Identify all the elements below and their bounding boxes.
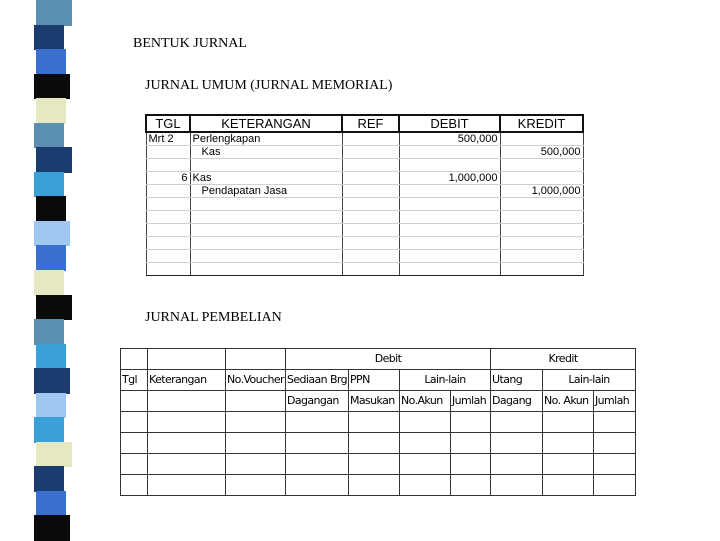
empty-cell <box>491 412 543 433</box>
blank-cell <box>226 391 286 412</box>
cell-tgl <box>146 185 190 198</box>
table-row <box>146 146 583 159</box>
table-row <box>146 237 583 250</box>
header-lain-lain-kredit: Lain-lain <box>543 370 636 391</box>
header-ref: REF <box>342 115 399 132</box>
cell-debit <box>399 159 500 172</box>
empty-cell <box>399 224 500 237</box>
header-debit: DEBIT <box>399 115 500 132</box>
stripe-segment <box>36 442 72 468</box>
empty-cell <box>399 211 500 224</box>
stripe-segment <box>34 466 64 492</box>
blank-cell <box>148 349 226 370</box>
header-row-1 <box>121 349 636 370</box>
empty-cell <box>146 211 190 224</box>
empty-cell <box>400 433 451 454</box>
table-row <box>146 198 583 211</box>
empty-cell <box>342 263 399 276</box>
stripe-segment <box>36 245 66 271</box>
empty-cell <box>146 224 190 237</box>
empty-cell <box>500 237 583 250</box>
table-row <box>146 224 583 237</box>
empty-cell <box>286 475 349 496</box>
table-row <box>146 185 583 198</box>
cell-debit <box>399 185 500 198</box>
stripe-segment <box>36 295 72 321</box>
cell-ref <box>342 159 399 172</box>
empty-cell <box>226 454 286 475</box>
stripe-segment <box>36 393 66 419</box>
stripe-segment <box>36 147 72 173</box>
empty-cell <box>594 475 636 496</box>
cell-debit: 500,000 <box>399 132 500 146</box>
header-kredit: KREDIT <box>500 115 583 132</box>
cell-keterangan: Perlengkapan <box>190 132 342 146</box>
cell-debit: 1,000,000 <box>399 172 500 185</box>
header-row-2 <box>121 370 636 391</box>
empty-cell <box>148 454 226 475</box>
empty-cell <box>190 224 342 237</box>
empty-cell <box>190 237 342 250</box>
empty-cell <box>146 237 190 250</box>
empty-cell <box>399 250 500 263</box>
empty-cell <box>342 237 399 250</box>
table-row <box>121 412 636 433</box>
stripe-segment <box>36 196 66 222</box>
empty-cell <box>148 433 226 454</box>
cell-tgl: 6 <box>146 172 190 185</box>
empty-cell <box>594 412 636 433</box>
stripe-segment <box>34 417 64 443</box>
header-jumlah-kredit: Jumlah <box>594 391 636 412</box>
table-row <box>146 159 583 172</box>
table-row <box>146 211 583 224</box>
cell-tgl <box>146 159 190 172</box>
header-sediaan-brg: Sediaan Brg <box>286 370 349 391</box>
empty-cell <box>451 433 491 454</box>
empty-cell <box>121 412 148 433</box>
stripe-segment <box>36 0 72 26</box>
empty-cell <box>286 412 349 433</box>
empty-cell <box>399 237 500 250</box>
stripe-segment <box>36 98 66 124</box>
empty-cell <box>491 454 543 475</box>
cell-kredit: 500,000 <box>500 146 583 159</box>
empty-cell <box>500 198 583 211</box>
empty-cell <box>286 433 349 454</box>
empty-cell <box>226 412 286 433</box>
header-masukan: Masukan <box>349 391 400 412</box>
empty-cell <box>500 211 583 224</box>
header-tgl: Tgl <box>121 370 148 391</box>
stripe-segment <box>34 368 70 394</box>
empty-cell <box>491 433 543 454</box>
blank-cell <box>148 391 226 412</box>
table-row <box>121 433 636 454</box>
empty-cell <box>399 263 500 276</box>
table-row <box>146 263 583 276</box>
empty-cell <box>146 250 190 263</box>
header-lain-lain-debit: Lain-lain <box>400 370 491 391</box>
empty-cell <box>190 211 342 224</box>
cell-keterangan <box>190 159 342 172</box>
blank-cell <box>226 349 286 370</box>
stripe-segment <box>34 123 64 149</box>
stripe-segment <box>34 319 64 345</box>
header-dagang: Dagang <box>491 391 543 412</box>
jurnal-umum-table <box>145 114 584 276</box>
cell-ref <box>342 146 399 159</box>
empty-cell <box>349 454 400 475</box>
empty-cell <box>491 475 543 496</box>
blank-cell <box>121 349 148 370</box>
stripe-segment <box>36 49 66 75</box>
cell-debit <box>399 146 500 159</box>
empty-cell <box>190 198 342 211</box>
empty-cell <box>349 475 400 496</box>
empty-cell <box>342 250 399 263</box>
empty-cell <box>146 198 190 211</box>
empty-cell <box>543 433 594 454</box>
table-row <box>121 475 636 496</box>
header-keterangan: KETERANGAN <box>190 115 342 132</box>
stripe-segment <box>34 221 70 247</box>
header-row-3 <box>121 391 636 412</box>
kredit-group-header: Kredit <box>491 349 636 370</box>
cell-kredit <box>500 132 583 146</box>
empty-cell <box>349 433 400 454</box>
empty-cell <box>400 412 451 433</box>
cell-ref <box>342 132 399 146</box>
empty-cell <box>594 433 636 454</box>
header-jumlah-debit: Jumlah <box>451 391 491 412</box>
header-no-voucher: No.Voucher <box>226 370 286 391</box>
cell-keterangan: Pendapatan Jasa <box>190 185 342 198</box>
table-header-row <box>146 115 583 132</box>
debit-group-header: Debit <box>286 349 491 370</box>
cell-kredit <box>500 159 583 172</box>
empty-cell <box>500 224 583 237</box>
cell-kredit <box>500 172 583 185</box>
empty-cell <box>500 250 583 263</box>
empty-cell <box>594 454 636 475</box>
cell-keterangan: Kas <box>190 172 342 185</box>
header-tgl: TGL <box>146 115 190 132</box>
empty-cell <box>342 224 399 237</box>
stripe-segment <box>34 172 64 198</box>
empty-cell <box>451 475 491 496</box>
empty-cell <box>146 263 190 276</box>
cell-keterangan: Kas <box>190 146 342 159</box>
table-row <box>146 172 583 185</box>
empty-cell <box>190 263 342 276</box>
slide-title: BENTUK JURNAL <box>133 36 247 51</box>
empty-cell <box>121 454 148 475</box>
cell-tgl <box>146 146 190 159</box>
stripe-segment <box>34 515 70 541</box>
empty-cell <box>121 433 148 454</box>
header-dagangan: Dagangan <box>286 391 349 412</box>
empty-cell <box>543 454 594 475</box>
cell-tgl: Mrt 2 <box>146 132 190 146</box>
jurnal-umum-heading: JURNAL UMUM (JURNAL MEMORIAL) <box>145 78 393 93</box>
header-no-akun-kredit: No. Akun <box>543 391 594 412</box>
stripe-segment <box>34 74 70 100</box>
jurnal-pembelian-table <box>120 348 636 496</box>
empty-cell <box>190 250 342 263</box>
empty-cell <box>451 412 491 433</box>
empty-cell <box>543 412 594 433</box>
empty-cell <box>226 475 286 496</box>
empty-cell <box>148 412 226 433</box>
header-keterangan: Keterangan <box>148 370 226 391</box>
jurnal-pembelian-heading: JURNAL PEMBELIAN <box>145 310 282 325</box>
empty-cell <box>286 454 349 475</box>
decorative-stripe <box>0 0 64 540</box>
table-row <box>146 250 583 263</box>
empty-cell <box>342 198 399 211</box>
empty-cell <box>451 454 491 475</box>
table-row <box>146 132 583 146</box>
stripe-segment <box>36 491 66 517</box>
empty-cell <box>148 475 226 496</box>
cell-ref <box>342 172 399 185</box>
cell-kredit: 1,000,000 <box>500 185 583 198</box>
empty-cell <box>342 211 399 224</box>
cell-ref <box>342 185 399 198</box>
stripe-segment <box>34 270 64 296</box>
stripe-segment <box>36 344 66 370</box>
table-row <box>121 454 636 475</box>
header-no-akun-debit: No.Akun <box>400 391 451 412</box>
header-utang: Utang <box>491 370 543 391</box>
empty-cell <box>349 412 400 433</box>
empty-cell <box>121 475 148 496</box>
empty-cell <box>400 475 451 496</box>
empty-cell <box>400 454 451 475</box>
empty-cell <box>543 475 594 496</box>
stripe-segment <box>34 25 64 51</box>
header-ppn: PPN <box>349 370 400 391</box>
empty-cell <box>399 198 500 211</box>
blank-cell <box>121 391 148 412</box>
empty-cell <box>500 263 583 276</box>
empty-cell <box>226 433 286 454</box>
